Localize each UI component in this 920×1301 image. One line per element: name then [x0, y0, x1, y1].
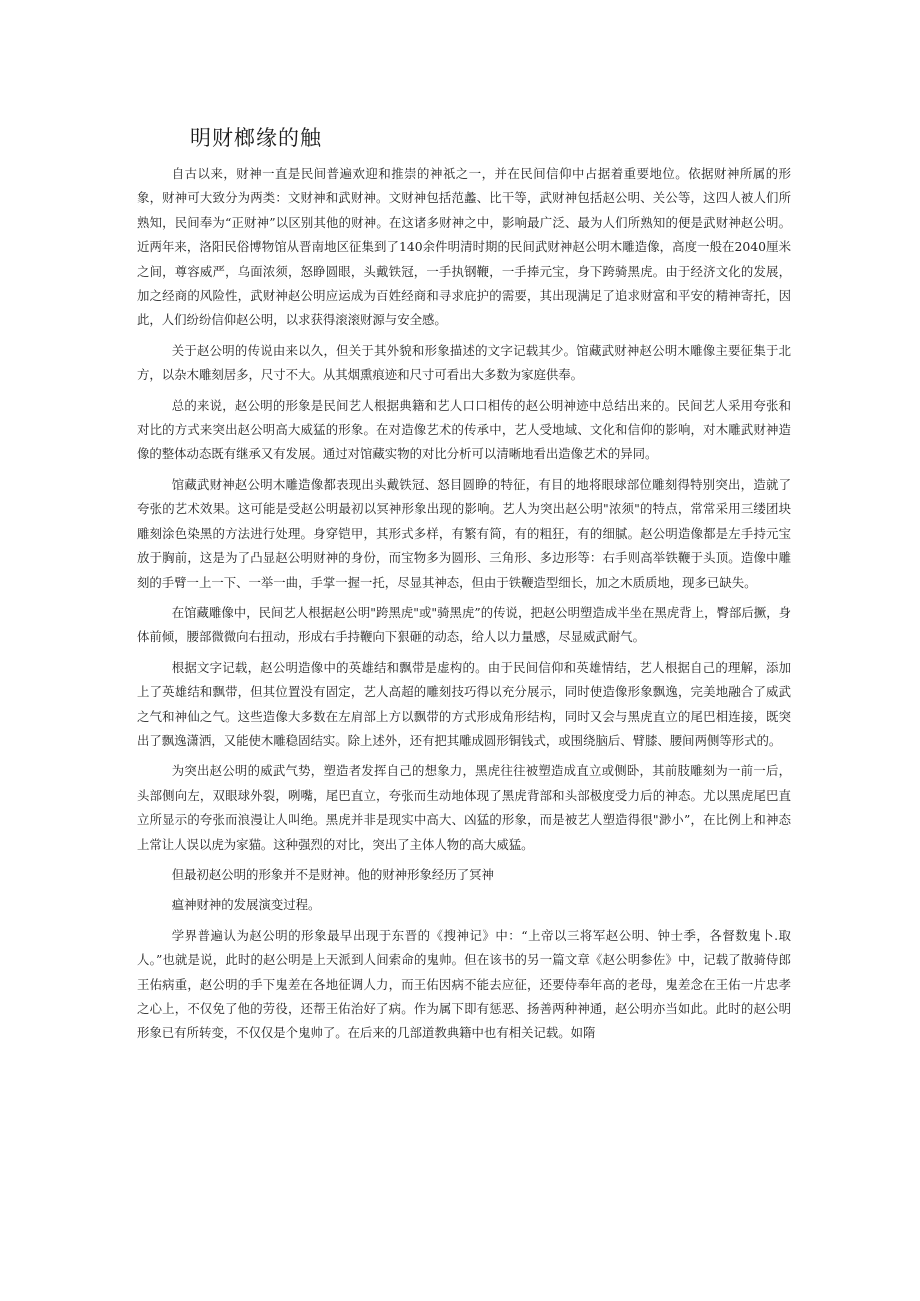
- paragraph: 但最初赵公明的形象并不是财神。他的财神形象经历了冥神: [171, 866, 494, 882]
- paragraph: 为突出赵公明的威武气势，塑造者发挥自己的想象力，黑虎往往被塑造成直立或侧卧，其前肢雕刻为一前一后，头部侧向左，双眼球外裂，咧嘴，尾巴直立，夸张而生动地体现了黑虎背部和头部极度受力后的神态。尤以黑虎尾巴直立所显示的夸张而浪漫让人叫绝。黑虎并非是现实中高大、凶猛的形象，而是被艺人塑造得很"渺小”，在比例上和神态上常让人误以虎为家猫。这种强烈的对比，突出了主体人物的高大威猛。: [137, 763, 791, 852]
- paragraph: 关于赵公明的传说由来以久，但关于其外貌和形象描述的文字记载其少。馆藏武财神赵公明木雕像主要征集于北方，以杂木雕刻居多，尺寸不大。从其烟熏痕迹和尺寸可看出大多数为家庭供奉。: [137, 342, 791, 383]
- paragraph: 自古以来，财神一直是民间普遍欢迎和推崇的神祇之一，并在民间信仰中占据着重要地位。依据财神所属的形象，财神可大致分为两类：文财神和武财神。文财神包括范蠡、比干等，武财神包括赵公明、关公等，这四人被人们所熟知，民间奉为“正财神”以区别其他的财神。在这诸多财神之中，影响最广泛、最为人们所熟知的便是武财神赵公明。近两年来，洛阳民俗博物馆从晋南地区征集到了140余件明清时期的民间武财神赵公明木雕造像，高度一般在2040厘米之间，尊容威严，乌面浓须，怒睁圆眼，头戴铁冠，一手执钢鞭，一手捧元宝，身下跨骑黑虎。由于经济文化的发展，加之经商的风险性，武财神赵公明应运成为百姓经商和寻求庇护的需要，其出现满足了追求财富和平安的精神寄托，因此，人们纷纷信仰赵公明，以求获得滚滚财源与安全感。: [137, 166, 791, 328]
- paragraph: 在馆藏雕像中，民间艺人根据赵公明"跨黑虎"或"骑黑虎”的传说，把赵公明塑造成半坐在黑虎背上，臀部后撅，身体前倾，腰部微微向右扭动，形成右手持鞭向下狠砸的动态，给人以力量感，尽显威武耐气。: [137, 604, 791, 645]
- paragraph: 馆藏武财神赵公明木雕造像都表现出头戴铁冠、怒目圆睁的特征，有目的地将眼球部位雕刻得特别突出，造就了夸张的艺术效果。这可能是受赵公明最初以冥神形象出现的影响。艺人为突出赵公明"浓须"的特点，常常采用三缕团块雕刻涂色染黑的方法进行处理。身穿铠甲，其形式多样，有繁有简，有的粗狂，有的细腻。赵公明造像都是左手持元宝放于胸前，这是为了凸显赵公明财神的身份，而宝物多为圆形、三角形、多边形等：右手则高举铁鞭于头顶。造像中雕刻的手臂一上一下、一举一曲，手掌一握一托，尽显其神态，但由于铁鞭造型细长，加之木质质地，现多已缺失。: [137, 476, 791, 590]
- article-body: [137, 162, 791, 1052]
- paragraph: 根据文字记载，赵公明造像中的英雄结和飘带是虚构的。由于民间信仰和英雄情结，艺人根据自己的理解，添加上了英雄结和飘带，但其位置没有固定，艺人高超的雕刻技巧得以充分展示，同时使造像形象飘逸，完美地融合了威武之气和神仙之气。这些造像大多数在左肩部上方以飘带的方式形成角形结构，同时又会与黑虎直立的尾巴相连接，既突出了飘逸潇洒，又能使木雕稳固结实。除上述外，还有把其雕成圆形铜钱式，或围绕脑后、臂膝、腰间两侧等形式的。: [137, 659, 791, 748]
- paragraph: 学界普遍认为赵公明的形象最早出现于东晋的《搜神记》中：“上帝以三将军赵公明、钟士季，各督数鬼卜.取人。”也就是说，此时的赵公明是上天派到人间索命的鬼帅。但在该书的另一篇文章《赵公明参佐》中，记载了散骑侍郎王佑病重，赵公明的手下鬼差在各地征调人力，而王佑因病不能去应征，还要侍奉年高的老母，鬼差念在王佑一片忠孝之心上，不仅免了他的劳役，还帮王佑治好了病。作为属下即有惩恶、扬善两种神通，赵公明亦当如此。此时的赵公明形象已有所转变，不仅仅是个鬼帅了。在后来的几部道教典籍中也有相关记载。如隋: [137, 927, 791, 1041]
- paragraph: 瘟神财神的发展演变过程。: [171, 897, 321, 913]
- paragraph: 总的来说，赵公明的形象是民间艺人根据典籍和艺人口口相传的赵公明神迹中总结出来的。民间艺人采用夸张和对比的方式来突出赵公明高大威猛的形象。在对造像艺术的传承中，艺人受地域、文化和信仰的影响，对木雕武财神造像的整体动态既有继承又有发展。通过对馆藏实物的对比分析可以清晰地看出造像艺术的异同。: [137, 397, 791, 462]
- page-title: 明财榔缘的触: [190, 126, 322, 150]
